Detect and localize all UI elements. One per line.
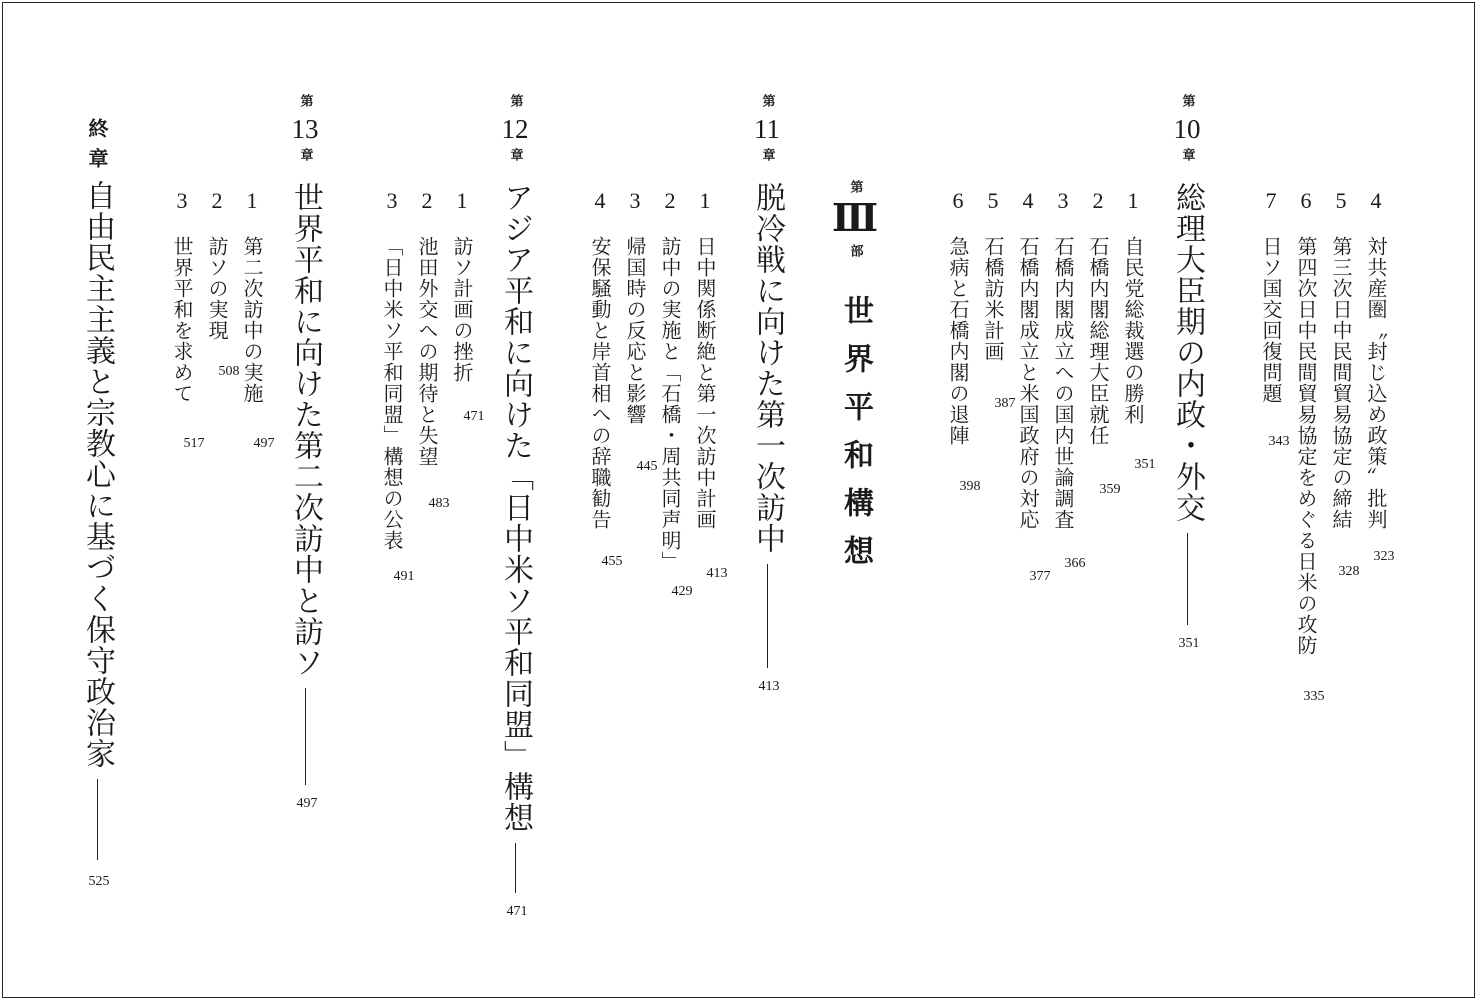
section-number: 6	[952, 188, 964, 213]
final-chapter-rule	[97, 779, 98, 860]
part-label: 第	[847, 180, 863, 193]
section-page: 508	[218, 364, 240, 379]
section-page: 483	[428, 496, 450, 511]
chapter-title: 脱冷戦に向けた第一次訪中	[750, 182, 785, 554]
chapter-page: 351	[1178, 636, 1200, 651]
part-numeral: Ⅲ	[831, 198, 879, 240]
section-title: 訪ソ計画の挫折	[450, 236, 474, 383]
section-number: 4	[1022, 188, 1034, 213]
chapter-rule	[767, 564, 768, 668]
section-title: 急病と石橋内閣の退陣	[946, 236, 970, 446]
chapter-number: 13	[291, 114, 319, 144]
section-page: 413	[706, 566, 728, 581]
section-title: 石橋内閣成立と米国政府の対応	[1016, 236, 1040, 530]
section-number: 3	[386, 188, 398, 213]
prev-section-number: 4	[1370, 188, 1382, 213]
section-page: 351	[1134, 457, 1156, 472]
chapter-title: 総理大臣期の内政・外交	[1170, 182, 1205, 523]
chapter-rule	[1187, 533, 1188, 625]
section-number: 2	[664, 188, 676, 213]
section-number: 2	[211, 188, 223, 213]
section-page: 366	[1064, 556, 1086, 571]
prev-section-number: 5	[1335, 188, 1347, 213]
section-page: 387	[994, 396, 1016, 411]
chapter-number: 11	[754, 114, 780, 144]
final-chapter-title: 自由民主主義と宗教心に基づく保守政治家	[80, 180, 115, 769]
prev-section-page: 335	[1303, 689, 1325, 704]
section-title: 帰国時の反応と影響	[623, 236, 647, 425]
section-page: 429	[671, 584, 693, 599]
chapter-rule	[305, 688, 306, 785]
chapter-label: 第	[297, 94, 313, 110]
chapter-page: 497	[296, 796, 318, 811]
section-title: 訪ソの実現	[205, 236, 229, 341]
prev-section-title: 日ソ国交回復問題	[1259, 236, 1283, 404]
section-title: 「日中米ソ平和同盟」構想の公表	[380, 236, 404, 551]
section-page: 398	[959, 479, 981, 494]
chapter-label: 章	[1179, 148, 1195, 164]
prev-section-page: 328	[1338, 564, 1360, 579]
prev-section-title: 第三次日中民間貿易協定の締結	[1329, 236, 1353, 530]
section-title: 石橋内閣成立への国内世論調査	[1051, 236, 1075, 530]
section-title: 自民党総裁選の勝利	[1121, 236, 1145, 425]
section-number: 1	[699, 188, 711, 213]
chapter-title: アジア平和に向けた「日中米ソ平和同盟」構想	[498, 182, 533, 833]
prev-section-title: 第四次日中民間貿易協定をめぐる日米の攻防	[1294, 236, 1318, 656]
page-frame	[2, 2, 1475, 998]
chapter-number: 12	[501, 114, 529, 144]
prev-section-page: 343	[1268, 434, 1290, 449]
chapter-label: 第	[759, 94, 775, 110]
chapter-label: 章	[297, 148, 313, 164]
section-title: 訪中の実施と「石橋・周共同声明」	[658, 236, 682, 572]
final-chapter-label: 終章	[85, 118, 109, 178]
section-number: 3	[1057, 188, 1069, 213]
chapter-rule	[515, 843, 516, 893]
section-title: 石橋内閣総理大臣就任	[1086, 236, 1110, 446]
chapter-page: 413	[758, 679, 780, 694]
section-title: 池田外交への期待と失望	[415, 236, 439, 467]
chapter-label: 章	[759, 148, 775, 164]
chapter-label: 章	[507, 148, 523, 164]
section-title: 世界平和を求めて	[170, 236, 194, 404]
section-number: 1	[246, 188, 258, 213]
chapter-number: 10	[1173, 114, 1201, 144]
section-number: 1	[1127, 188, 1139, 213]
chapter-label: 第	[507, 94, 523, 110]
section-number: 3	[629, 188, 641, 213]
section-number: 2	[421, 188, 433, 213]
section-page: 359	[1099, 482, 1121, 497]
section-page: 491	[393, 569, 415, 584]
prev-section-title: 対共産圏〝封じ込め政策〟批判	[1364, 236, 1388, 530]
section-page: 455	[601, 554, 623, 569]
section-title: 石橋訪米計画	[981, 236, 1005, 362]
section-page: 497	[253, 436, 275, 451]
section-title: 第二次訪中の実施	[240, 236, 264, 404]
part-label: 部	[847, 244, 863, 257]
section-number: 3	[176, 188, 188, 213]
section-number: 1	[456, 188, 468, 213]
section-page: 517	[183, 436, 205, 451]
section-number: 4	[594, 188, 606, 213]
part-title: 世界平和構想	[838, 295, 873, 583]
chapter-label: 第	[1179, 94, 1195, 110]
section-number: 5	[987, 188, 999, 213]
final-chapter-page: 525	[88, 874, 110, 889]
section-number: 2	[1092, 188, 1104, 213]
section-title: 安保騒動と岸首相への辞職勧告	[588, 236, 612, 530]
section-page: 445	[636, 459, 658, 474]
prev-section-number: 7	[1265, 188, 1277, 213]
chapter-title: 世界平和に向けた第二次訪中と訪ソ	[288, 182, 323, 678]
chapter-page: 471	[506, 904, 528, 919]
prev-section-page: 323	[1373, 549, 1395, 564]
section-title: 日中関係断絶と第一次訪中計画	[693, 236, 717, 530]
section-page: 471	[463, 409, 485, 424]
prev-section-number: 6	[1300, 188, 1312, 213]
section-page: 377	[1029, 569, 1051, 584]
